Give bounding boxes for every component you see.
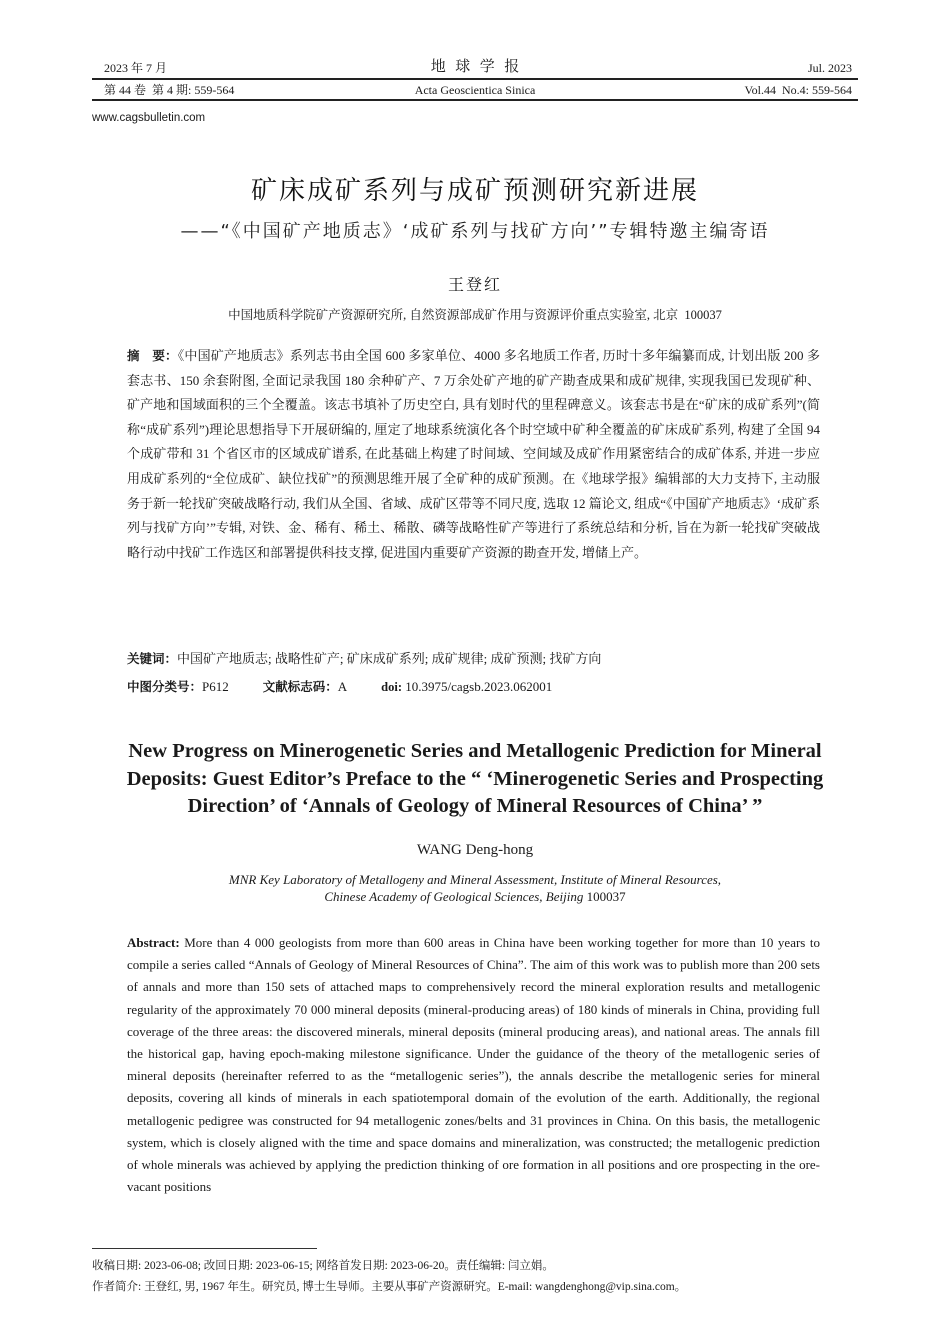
header-rule-bottom [92, 99, 858, 101]
chinese-abstract-label: 摘 要： [127, 348, 178, 363]
clc-label: 中图分类号： [127, 679, 203, 694]
chinese-affiliation: 中国地质科学院矿产资源研究所, 自然资源部成矿作用与资源评价重点实验室, 北京 100037 [228, 308, 722, 322]
english-abstract-text: More than 4 000 geologists from more than 600 areas in China have been working together for more than 10 years to compile a series called “Annals of Geology of Mineral Resources of China”. The aim of this work was to publish more than 200 sets of annals and more than 150 sets of attached maps to comprehensively record the mineral exploration results and metallogenic regularity of the approximately 70 000 mineral deposits (mineral-producing areas) of 180 kinds of minerals in China, providing full coverage of the three areas: the discovered minerals, mineral deposits (mineral producing areas), and national areas. The annals fill the historical gap, having epoch-making milestone significance. Under the guidance of the theory of the metallogenic series of mineral deposits (hereinafter referred to as the “metallogenic series”), the annals describe the metallogenic series for mineral deposits, covering all kinds of minerals in each spatiotemporal domain of the evolution of the earth. Additionally, the regional metallogenic pedigree was constructed for 94 metallogenic zones/belts and 31 provinces in China. On this basis, the metallogenic system, which is closely aligned with the time and space domains and mineralization, was constructed; the metallogenic prediction of whole minerals was achieved by applying the prediction thinking of ore formation in all positions and ore prospecting in the ore-vacant positions [127, 935, 820, 1195]
footnote-author-bio: 作者简介: 王登红, 男, 1967 年生。研究员, 博士生导师。主要从事矿产资源研究。E-mail: wangdenghong@vip.sina.com。 [92, 1281, 687, 1293]
english-title: New Progress on Minerogenetic Series and Metallogenic Prediction for Mineral Deposits: Guest Editor’s Preface to the “ ‘Minerogenetic Series and Prospecting Direction’ of ‘Annals of Geology of Mineral Resources of China’ ” [126, 740, 824, 817]
english-affiliation [0, 872, 950, 905]
clc-value: P612 [202, 679, 229, 694]
doc-code-value: A [337, 679, 348, 694]
doc-code-label: 文献标志码： [262, 679, 338, 694]
doi-value[interactable]: 10.3975/cagsb.2023.062001 [405, 679, 553, 694]
footnote-rule [92, 1248, 317, 1249]
english-author: WANG Deng-hong [416, 842, 534, 858]
header-date-cn: 2023 年 7 月 [104, 61, 168, 75]
chinese-subtitle: ——“《中国矿产地质志》‘成矿系列与找矿方向’”专辑特邀主编寄语 [180, 221, 770, 242]
chinese-abstract [127, 344, 820, 565]
header-journal-en: Acta Geoscientica Sinica [414, 83, 536, 97]
english-postcode: 100037 [586, 888, 626, 904]
footnote-dates: 收稿日期: 2023-06-08; 改回日期: 2023-06-15; 网络首发日期: 2023-06-20。责任编辑: 闫立娟。 [92, 1260, 554, 1272]
chinese-keywords-text: 中国矿产地质志; 战略性矿产; 矿床成矿系列; 成矿规律; 成矿预测; 找矿方向 [177, 651, 602, 666]
header-rule-top [92, 78, 858, 80]
chinese-keywords-label: 关键词： [127, 651, 178, 666]
doi-label: doi: [381, 680, 402, 694]
website-link[interactable]: www.cagsbulletin.com [92, 112, 206, 124]
header-volume-cn: 第 44 卷 第 4 期: 559-564 [104, 83, 235, 97]
english-affiliation-line1: MNR Key Laboratory of Metallogeny and Mineral Assessment, Institute of Mineral Resources, [228, 872, 722, 887]
english-abstract [127, 932, 820, 1198]
chinese-keywords [127, 650, 820, 668]
header-journal-cn: 地 球 学 报 [430, 57, 520, 75]
chinese-author: 王登红 [447, 275, 502, 294]
english-abstract-label: Abstract: [127, 935, 180, 950]
classification-line [127, 678, 820, 696]
header-date-en: Jul. 2023 [807, 61, 852, 75]
english-affiliation-line2: Chinese Academy of Geological Sciences, Beijing [324, 888, 584, 904]
chinese-abstract-text: 《中国矿产地质志》系列志书由全国 600 多家单位、4000 多名地质工作者, 历时十多年编纂而成, 计划出版 200 多套志书、150 余套附图, 全面记录我国 180 余种矿产、7 万余处矿产地的矿产勘查成果和成矿规律, 实现我国已发现矿种、矿产地和国域面积的三个全覆盖。该志书填补了历史空白, 具有划时代的里程碑意义。该套志书是在“矿床的成矿系列”(简称“成矿系列”)理论思想指导下开展研编的, 厘定了地球系统演化各个时空域中矿种全覆盖的矿床成矿系列, 构建了全国 94 个成矿带和 31 个省区市的区域成矿谱系, 在此基础上构建了时间域、空间域及成矿作用紧密结合的成矿体系, 并进一步应用成矿系列的“全位成矿、缺位找矿”的预测思维开展了全矿种的成矿预测。在《地球学报》编辑部的大力支持下, 主动服务于新一轮找矿突破战略行动, 我们从全国、省域、成矿区带等不同尺度, 选取 12 篇论文, 组成“《中国矿产地质志》‘成矿系列与找矿方向’”专辑, 对铁、金、稀有、稀土、稀散、磷等战略性矿产等进行了系统总结和分析, 旨在为新一轮找矿突破战略行动中找矿工作选区和部署提供科技支撑, 促进国内重要矿产资源的勘查开发, 增储上产。 [127, 348, 820, 560]
chinese-title: 矿床成矿系列与成矿预测研究新进展 [250, 176, 699, 206]
header-volume-en: Vol.44 No.4: 559-564 [744, 83, 852, 97]
